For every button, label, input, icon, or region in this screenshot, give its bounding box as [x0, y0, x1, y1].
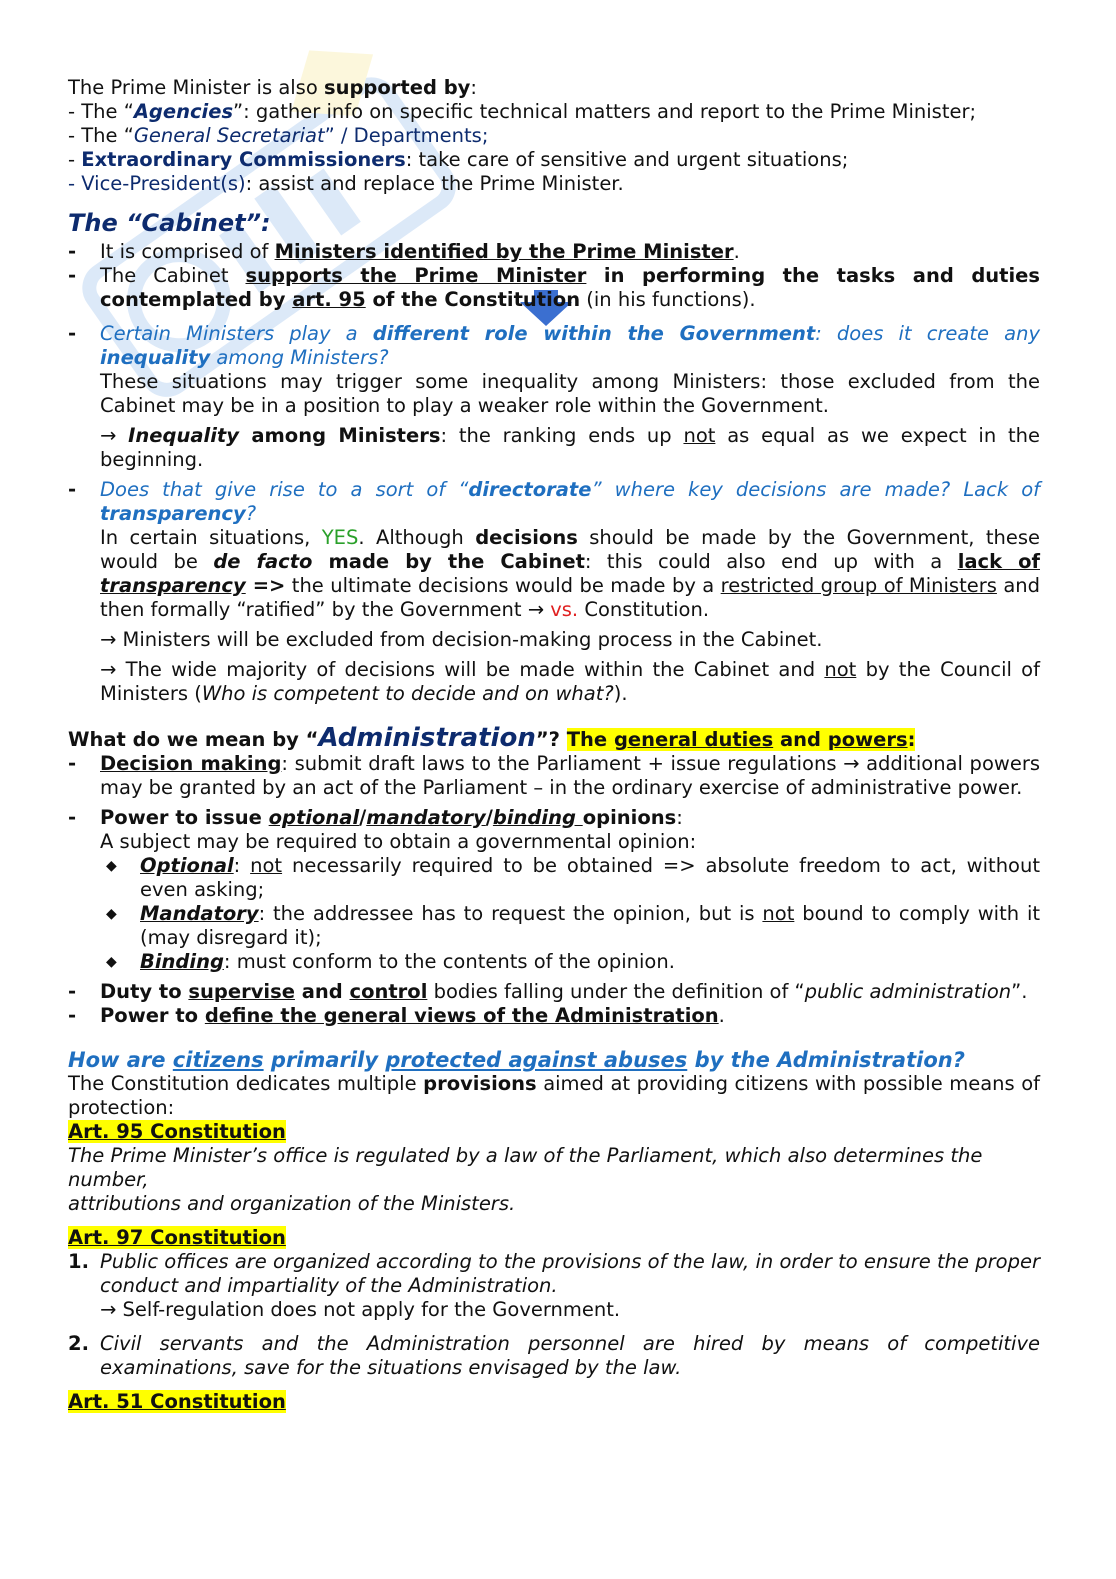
diamond-bullet-icon: ◆ — [106, 858, 117, 874]
cabinet-question-directorate: - Does that give rise to a sort of “directorate” where key decisions are made? Lack of transparency? — [68, 478, 1041, 525]
intro-line-secretariat: - The “General Secretariat” / Departments; — [68, 124, 489, 147]
cabinet-bullet-2: - The Cabinet supports the Prime Minister in performing the tasks and duties contemplated by art. 95 of the Constitution (in his functions). — [68, 264, 1040, 311]
intro-line-commissioners: - Extraordinary Commissioners: take care of sensitive and urgent situations; — [68, 148, 849, 171]
diamond-bullet-icon: ◆ — [106, 906, 117, 922]
admin-bullet-supervise: - Duty to supervise and control bodies falling under the definition of “public administration”. — [68, 980, 1028, 1003]
admin-bullet-decision-making: - Decision making: submit draft laws to the Parliament + issue regulations → additional powers may be granted by an act of the Parliament – in the ordinary exercise of administrative power. — [68, 752, 1040, 799]
opinion-optional: ◆ Optional: not necessarily required to be obtained => absolute freedom to act, without even asking; — [100, 854, 1040, 902]
intro-line-1: The Prime Minister is also supported by: — [68, 76, 477, 99]
art51-heading: Art. 51 Constitution — [68, 1390, 286, 1413]
art97-item-1: 1. Public offices are organized according to the provisions of the law, in order to ensure the proper conduct and impartiality of the Administration. → Self-regulation does not apply for the Government. — [68, 1250, 1040, 1321]
cabinet-heading: The “Cabinet”: — [68, 209, 271, 237]
intro-line-agencies: - The “Agencies”: gather info on specific technical matters and report to the Prime Minister; — [68, 100, 977, 123]
opinion-mandatory: ◆ Mandatory: the addressee has to request the opinion, but is not bound to comply with it (may disregard it); — [100, 902, 1040, 950]
art97-heading: Art. 97 Constitution — [68, 1226, 286, 1249]
cabinet-answer-inequality: These situations may trigger some inequality among Ministers: those excluded from the Cabinet may be in a position to play a weaker role within the Government. — [100, 370, 1040, 417]
protection-heading: How are citizens primarily protected against abuses by the Administration? — [68, 1048, 965, 1072]
opinion-binding: ◆ Binding: must conform to the contents of the opinion. — [100, 950, 1040, 974]
administration-heading: What do we mean by “Administration”? The general duties and powers: — [68, 723, 916, 753]
protection-intro: The Constitution dedicates multiple provisions aimed at providing citizens with possible means of protection: — [68, 1072, 1040, 1119]
diamond-bullet-icon: ◆ — [106, 954, 117, 970]
cabinet-bullet-1: - It is comprised of Ministers identified by the Prime Minister. — [68, 240, 740, 263]
art97-item-2: 2. Civil servants and the Administration personnel are hired by means of competitive examinations, save for the situations envisaged by the law. — [68, 1332, 1040, 1379]
cabinet-inequality-note: → Inequality among Ministers: the ranking ends up not as equal as we expect in the beginning. — [100, 424, 1041, 471]
admin-bullet-opinions: - Power to issue optional/mandatory/binding opinions: — [68, 806, 683, 829]
admin-bullet-views: - Power to define the general views of the Administration. — [68, 1004, 725, 1027]
art95-heading: Art. 95 Constitution — [68, 1120, 286, 1143]
cabinet-question-inequality: - Certain Ministers play a different role within the Government: does it create any inequality among Ministers? — [68, 322, 1040, 369]
cabinet-note-excluded: → Ministers will be excluded from decision-making process in the Cabinet. — [100, 628, 823, 651]
art95-text-line-2: attributions and organization of the Ministers. — [68, 1192, 516, 1215]
art95-text-line-1: The Prime Minister’s office is regulated by a law of the Parliament, which also determines the number, — [68, 1144, 983, 1191]
admin-opinions-intro: A subject may be required to obtain a governmental opinion: — [100, 830, 697, 853]
intro-line-vice-president: - Vice-President(s): assist and replace the Prime Minister. — [68, 172, 624, 195]
cabinet-answer-directorate: In certain situations, YES. Although decisions should be made by the Government, these would be de facto made by the Cabinet: this could also end up with a lack of transparency => the ultimate decisions would be made by a restricted group of Ministers and then formally “ratified” by the Government → vs. Constitution. — [100, 526, 1041, 621]
cabinet-note-majority: → The wide majority of decisions will be made within the Cabinet and not by the Council of Ministers (Who is competent to decide and on what?). — [100, 658, 1040, 705]
document-page — [68, 76, 1040, 1414]
